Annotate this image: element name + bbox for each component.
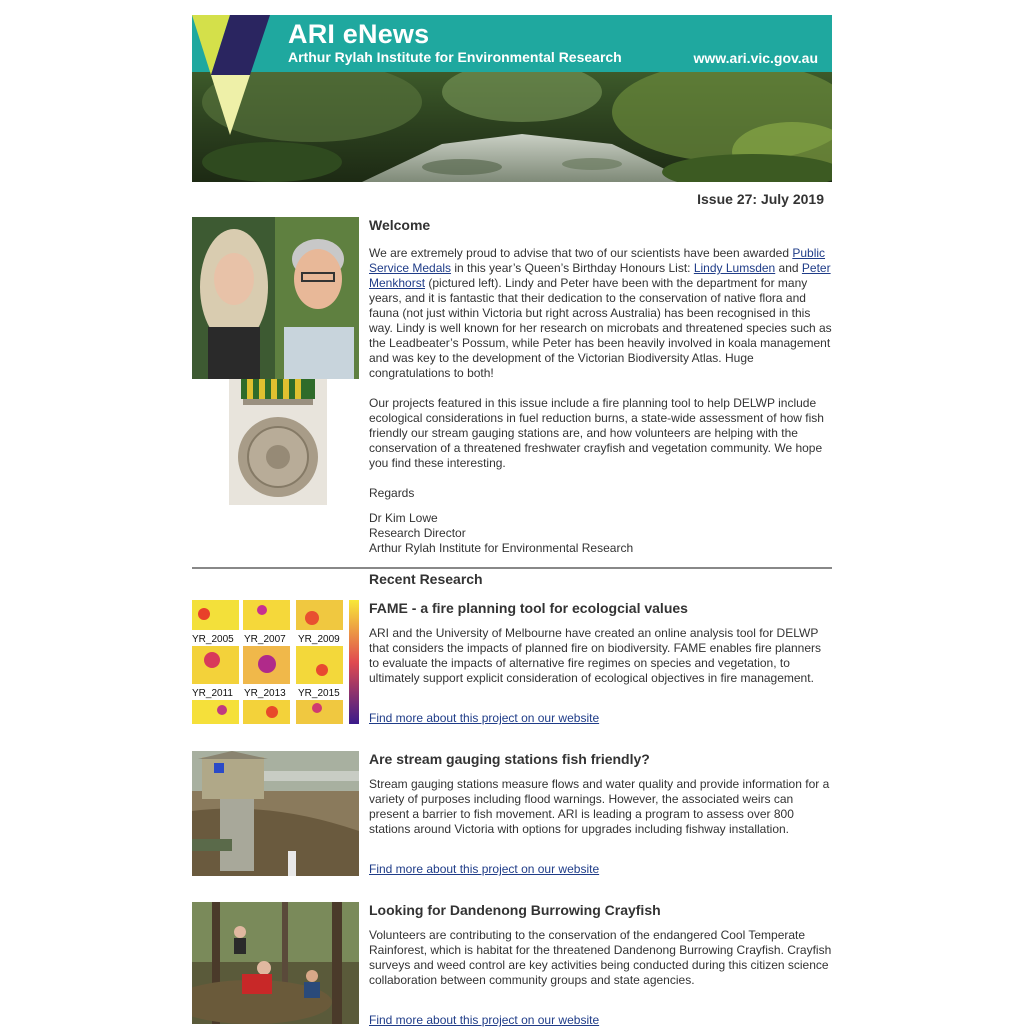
newsletter — [192, 15, 832, 1027]
map-label: YR_2005 — [192, 634, 234, 645]
banner-forest-stream-photo — [192, 72, 832, 182]
fame-project-link[interactable]: Find more about this project on our website — [369, 711, 600, 725]
research-item-title: Are stream gauging stations fish friendly? — [369, 751, 650, 767]
welcome-content — [369, 218, 833, 556]
peter-menkhorst-link[interactable]: Peter Menkhorst — [369, 261, 831, 290]
map-label: YR_2009 — [298, 634, 340, 645]
research-item-crayfish — [369, 903, 833, 1028]
issue-label: Issue 27: July 2019 — [697, 191, 824, 207]
regards: Regards — [369, 486, 415, 500]
welcome-paragraph-2: Our projects featured in this issue include a fire planning tool to help DELWP include ecological considerations in fuel reduction burns, a state-wide assessment of how fish friendly our stream gauging stations are, and how volunteers are helping with the conservation of a threatened freshwater crayfish and vegetation community. We hope you find these interesting. — [369, 396, 824, 470]
public-service-medals-link[interactable]: Public Service Medals — [369, 246, 826, 275]
fame-maps-image — [192, 600, 359, 724]
map-label: YR_2013 — [244, 688, 286, 699]
welcome-text: in this year’s Queen’s Birthday Honours List: — [451, 261, 694, 275]
welcome-heading: Welcome — [369, 217, 431, 233]
research-item-title: FAME - a fire planning tool for ecologcial values — [369, 600, 688, 616]
map-grid — [192, 600, 343, 724]
research-item-gauging — [369, 752, 833, 877]
fire-regime-maps — [192, 600, 359, 724]
map-label: YR_2007 — [244, 634, 286, 645]
ari-triangle-logo — [192, 15, 282, 135]
banner-title: ARI eNews — [288, 19, 430, 49]
research-item-body: Stream gauging stations measure flows and water quality and provide information for a variety of purposes including flood warnings. However, the associated weirs can present a barrier to fish movement. ARI is leading a program to assess over 800 stations around Victoria with options for upgrades including fishway installation. — [369, 777, 830, 836]
header-banner — [192, 15, 832, 182]
signature-role: Research Director — [369, 526, 466, 540]
welcome-paragraph-1 — [369, 246, 833, 381]
volunteers-forest-photo — [192, 902, 359, 1024]
lindy-peter-photo — [192, 217, 359, 379]
gauging-project-link[interactable]: Find more about this project on our website — [369, 862, 600, 876]
gauging-station-image — [192, 751, 359, 876]
banner-url[interactable]: www.ari.vic.gov.au — [693, 50, 818, 66]
welcome-images — [192, 217, 359, 505]
signature-org: Arthur Rylah Institute for Environmental Research — [369, 541, 634, 555]
crayfish-image — [192, 902, 359, 1024]
crayfish-project-link[interactable]: Find more about this project on our website — [369, 1013, 600, 1027]
research-item-title: Looking for Dandenong Burrowing Crayfish — [369, 902, 661, 918]
section-divider — [192, 567, 832, 569]
research-item-body: ARI and the University of Melbourne have created an online analysis tool for DELWP that considers the impacts of planned fire on biodiversity. FAME enables fire planners to evaluate the impacts of alternative fire regimes on species and vegetation, to ultimately support explicit consideration of ecological objectives in fire management. — [369, 626, 822, 685]
welcome-text: (pictured left). Lindy and Peter have been with the department for many years, and it is fantastic that their dedication to the conservation of native flora and fauna (not just within Victoria but right across Australia) has been recognised in this way. Lindy is well known for her research on microbats and threatened species such as the Leadbeater’s Possum, while Peter has been heavily involved in koala management and was key to the development of the Victorian Biodiversity Atlas. Huge congratulations to both! — [369, 276, 832, 380]
signature-name: Dr Kim Lowe — [369, 511, 438, 525]
map-label: YR_2015 — [298, 688, 340, 699]
banner-subtitle: Arthur Rylah Institute for Environmental Research — [288, 49, 622, 65]
research-item-body: Volunteers are contributing to the conservation of the endangered Cool Temperate Rainforest, which is habitat for the threatened Dandenong Burrowing Crayfish. Crayfish surveys and weed control are key activities being conducted during this citizen science collaboration between community groups and state agencies. — [369, 928, 832, 987]
welcome-text: and — [775, 261, 802, 275]
color-scale-legend — [349, 600, 359, 724]
gauging-station-photo — [192, 751, 359, 876]
public-service-medal-photo — [229, 379, 327, 505]
recent-research-heading: Recent Research — [369, 571, 483, 587]
map-label: YR_2011 — [192, 688, 233, 699]
welcome-text: We are extremely proud to advise that two of our scientists have been awarded — [369, 246, 793, 260]
lindy-lumsden-link[interactable]: Lindy Lumsden — [693, 261, 776, 275]
research-item-fame — [369, 601, 833, 726]
